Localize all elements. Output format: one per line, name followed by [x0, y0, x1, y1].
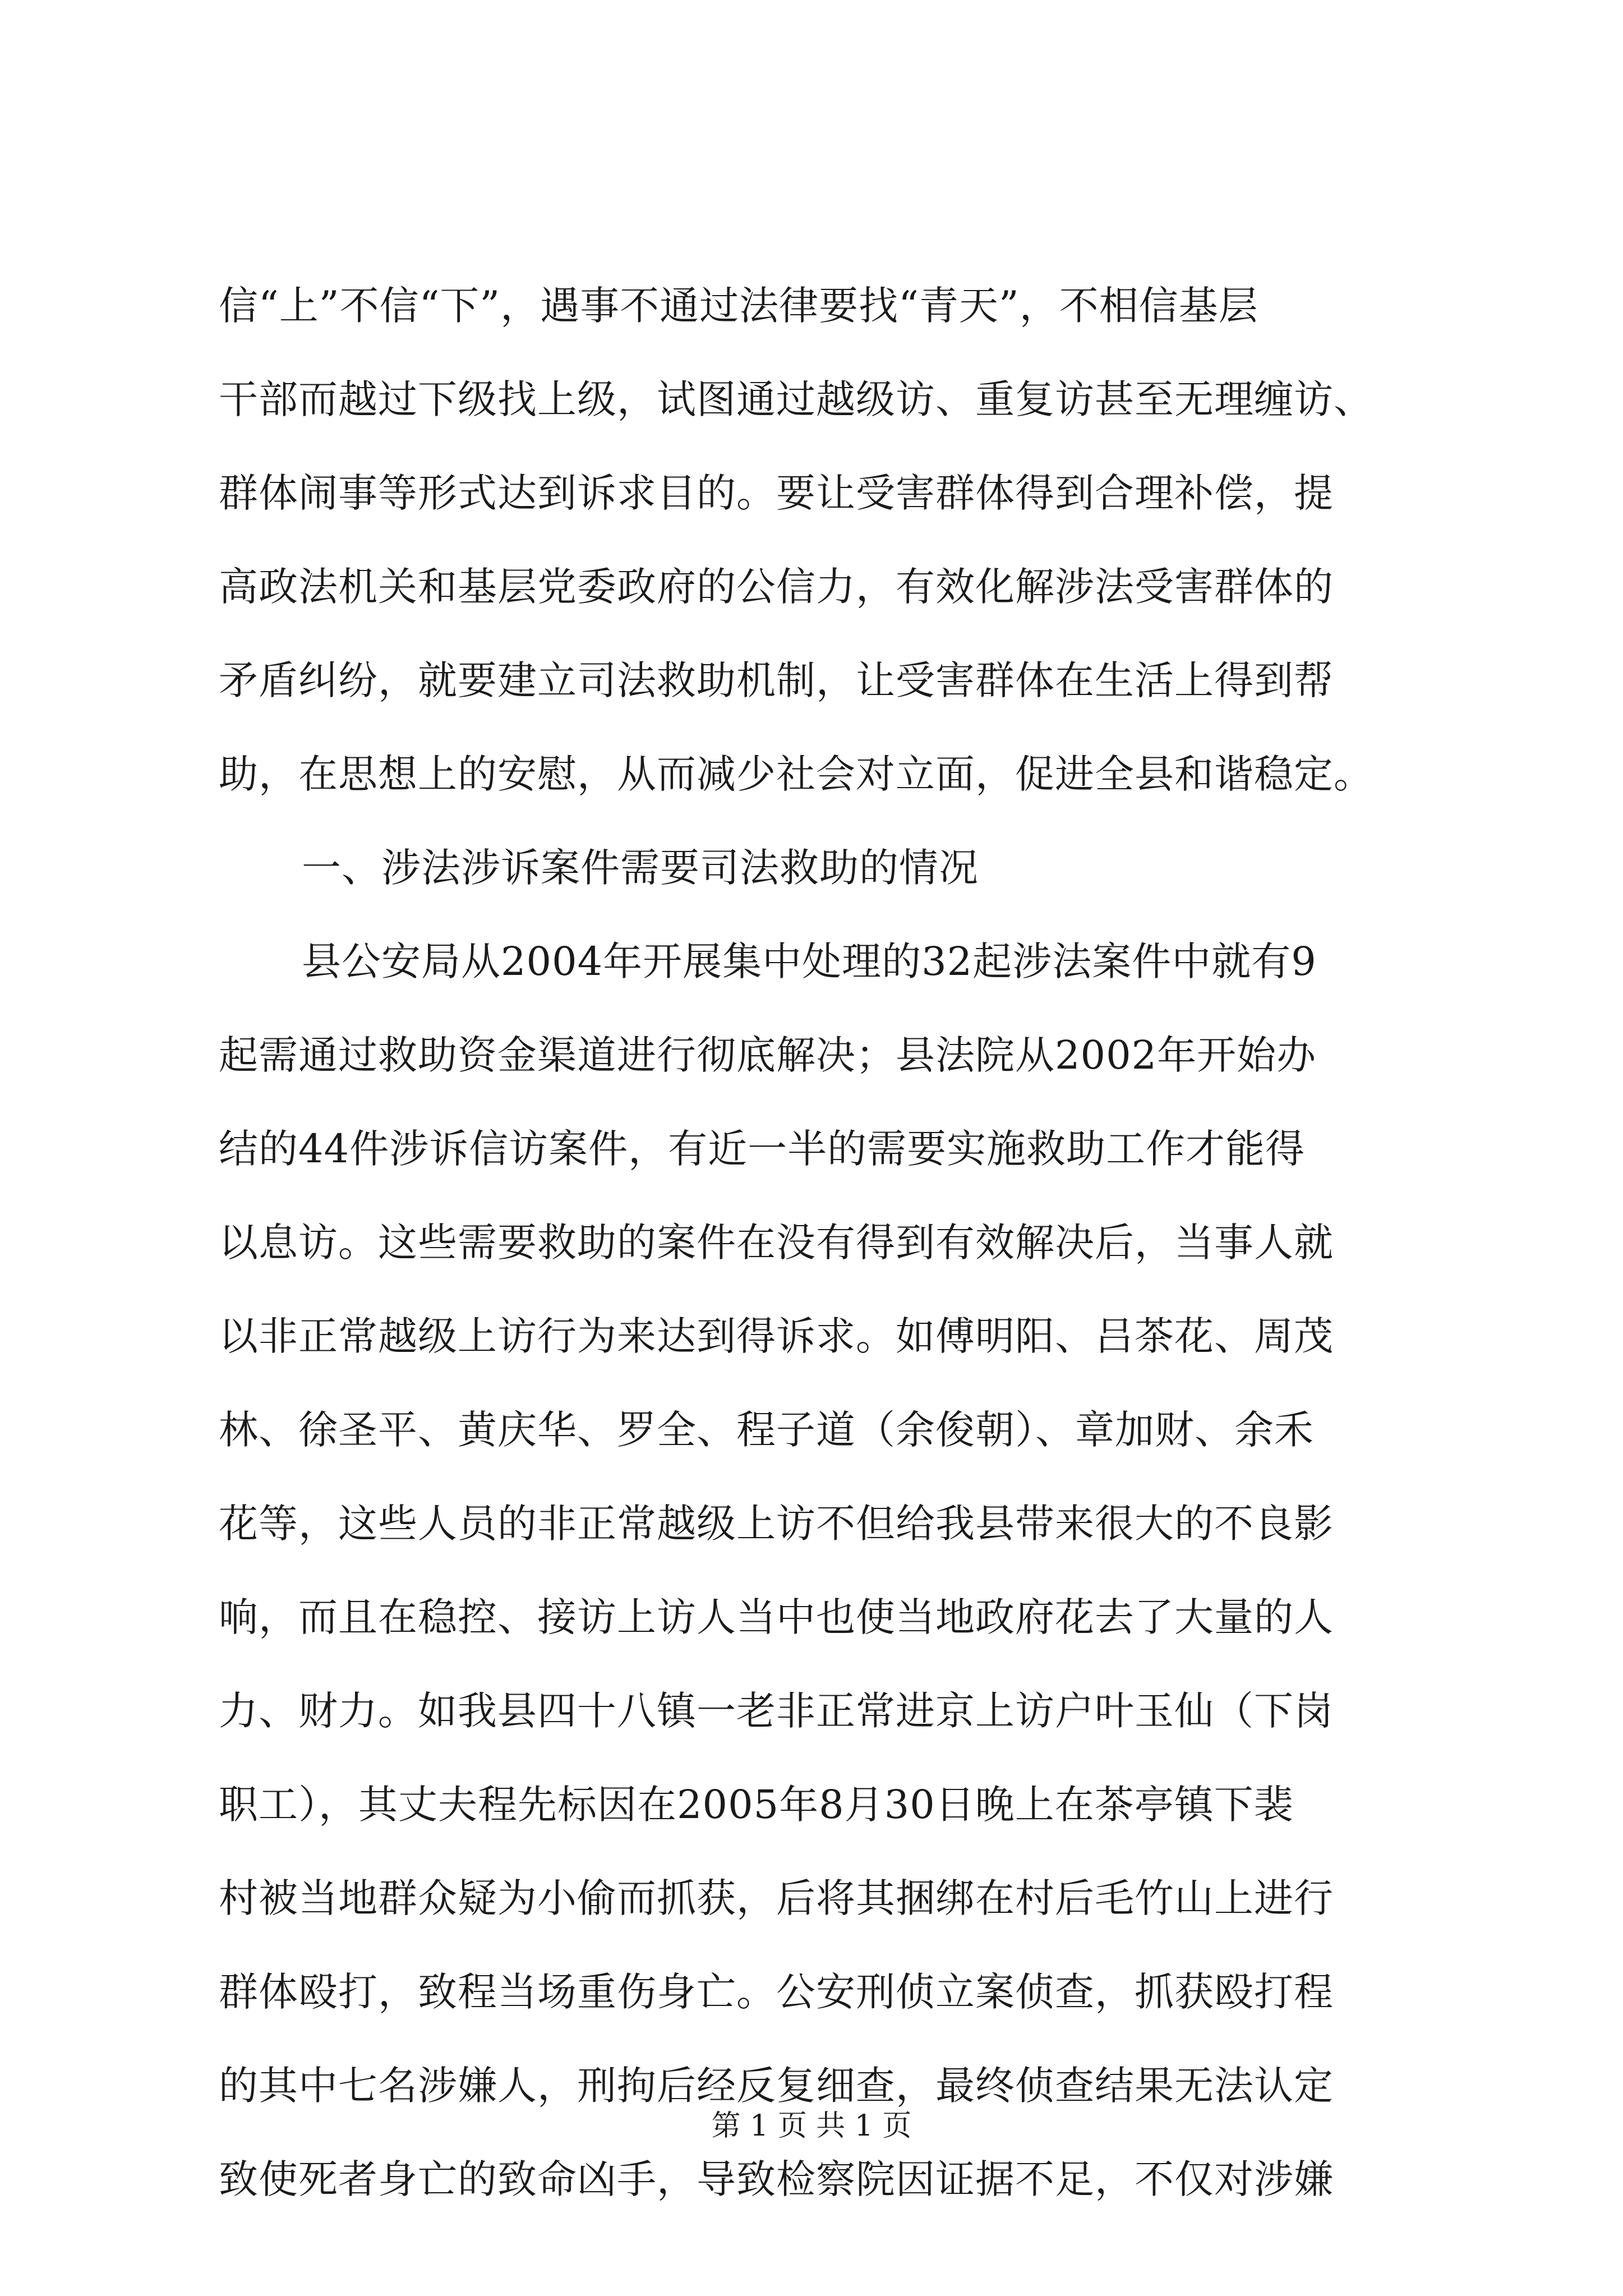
text-line: 致使死者身亡的致命凶手，导致检察院因证据不足，不仅对涉嫌: [219, 2156, 1334, 2202]
text-line: 响，而且在稳控、接访上访人当中也使当地政府花去了大量的人: [219, 1594, 1334, 1640]
document-body: [219, 259, 1408, 2226]
text-line: 花等，这些人员的非正常越级上访不但给我县带来很大的不良影: [219, 1501, 1334, 1547]
text-line: 力、财力。如我县四十八镇一老非正常进京上访户叶玉仙（下岗: [219, 1688, 1334, 1734]
page-footer: [0, 2106, 1623, 2146]
text-line: 结的44件涉诉信访案件，有近一半的需要实施救助工作才能得: [219, 1126, 1306, 1172]
text-line: 以息访。这些需要救助的案件在没有得到有效解决后，当事人就: [219, 1220, 1334, 1266]
text-line: 高政法机关和基层党委政府的公信力，有效化解涉法受害群体的: [219, 564, 1334, 610]
text-line: 起需通过救助资金渠道进行彻底解决；县法院从2002年开始办: [219, 1032, 1317, 1078]
text-line: 村被当地群众疑为小偷而抓获，后将其捆绑在村后毛竹山上进行: [219, 1875, 1334, 1921]
text-line: 职工），其丈夫程先标因在2005年8月30日晚上在茶亭镇下裴: [219, 1782, 1294, 1828]
page-number-label: 第 1 页 共 1 页: [711, 2109, 912, 2143]
text-line: 群体殴打，致程当场重伤身亡。公安刑侦立案侦查，抓获殴打程: [219, 1969, 1334, 2015]
text-line: 信“上”不信“下”，遇事不通过法律要找“青天”，不相信基层: [219, 283, 1258, 329]
text-line: 的其中七名涉嫌人，刑拘后经反复细查，最终侦查结果无法认定: [219, 2063, 1334, 2109]
text-line: 矛盾纠纷，就要建立司法救助机制，让受害群体在生活上得到帮: [219, 657, 1334, 703]
section-heading: 一、涉法涉诉案件需要司法救助的情况: [302, 845, 979, 891]
text-line: 以非正常越级上访行为来达到得诉求。如傅明阳、吕茶花、周茂: [219, 1313, 1334, 1359]
text-line: 林、徐圣平、黄庆华、罗全、程子道（余俊朝）、章加财、余禾: [219, 1407, 1314, 1453]
text-line: 干部而越过下级找上级，试图通过越级访、重复访甚至无理缠访、: [219, 376, 1373, 422]
text-line: 群体闹事等形式达到诉求目的。要让受害群体得到合理补偿，提: [219, 470, 1334, 516]
text-line: 助，在思想上的安慰，从而减少社会对立面，促进全县和谐稳定。: [219, 751, 1373, 797]
text-line: 县公安局从2004年开展集中处理的32起涉法案件中就有9: [302, 938, 1317, 984]
